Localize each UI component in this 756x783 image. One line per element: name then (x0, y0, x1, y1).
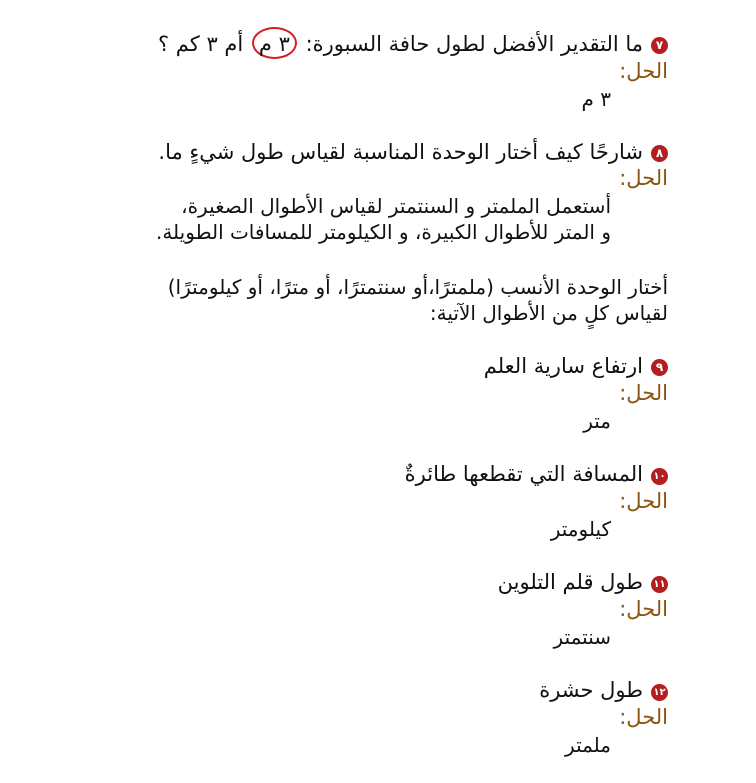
solution-label: الحل: (619, 166, 668, 190)
question-text: شارحًا كيف أختار الوحدة المناسبة لقياس طول شيءٍ ما. (158, 140, 643, 164)
question-text: طول حشرة (539, 678, 643, 702)
question-number-badge: ٧ (651, 37, 668, 54)
instruction-line-1: أختار الوحدة الأنسب (ملمترًا،أو سنتمترًا، أو مترًا، أو كيلومترًا) (167, 275, 668, 299)
question-9 (484, 352, 668, 380)
circled-answer-mark: ٣ م (252, 27, 297, 59)
answer-line-1: أستعمل الملمتر و السنتمتر لقياس الأطوال الصغيرة، (181, 194, 611, 218)
question-text-rest: أم ٣ كم ؟ (157, 32, 244, 56)
solution-label: الحل: (619, 59, 668, 83)
answer-text: متر (583, 409, 611, 433)
answer-text: سنتمتر (553, 625, 611, 649)
question-7 (158, 30, 668, 58)
question-8 (158, 138, 668, 166)
question-text: ارتفاع سارية العلم (483, 354, 643, 378)
question-number-badge: ٨ (651, 145, 668, 162)
solution-label: الحل: (619, 381, 668, 405)
answer-text: كيلومتر (550, 517, 611, 541)
solution-label: الحل: (619, 705, 668, 729)
answer-text: ملمتر (565, 733, 611, 757)
question-number-badge: ٩ (651, 359, 668, 376)
question-12 (539, 676, 668, 704)
instruction-line-2: لقياس كلٍ من الأطوال الآتية: (429, 301, 668, 325)
answer-text: ٣ م (581, 87, 611, 111)
solution-label: الحل: (619, 597, 668, 621)
answer-line-2: و المتر للأطوال الكبيرة، و الكيلومتر للمسافات الطويلة. (155, 220, 611, 244)
question-10 (405, 460, 668, 488)
question-text: طول قلم التلوين (497, 570, 643, 594)
question-number-badge: ١١ (651, 576, 668, 593)
question-number-badge: ١٠ (651, 468, 668, 485)
question-number-badge: ١٢ (651, 684, 668, 701)
solution-label: الحل: (619, 489, 668, 513)
question-text: المسافة التي تقطعها طائرةٌ (404, 462, 643, 486)
question-text: ما التقدير الأفضل لطول حافة السبورة: (305, 32, 643, 56)
question-11 (498, 568, 668, 596)
